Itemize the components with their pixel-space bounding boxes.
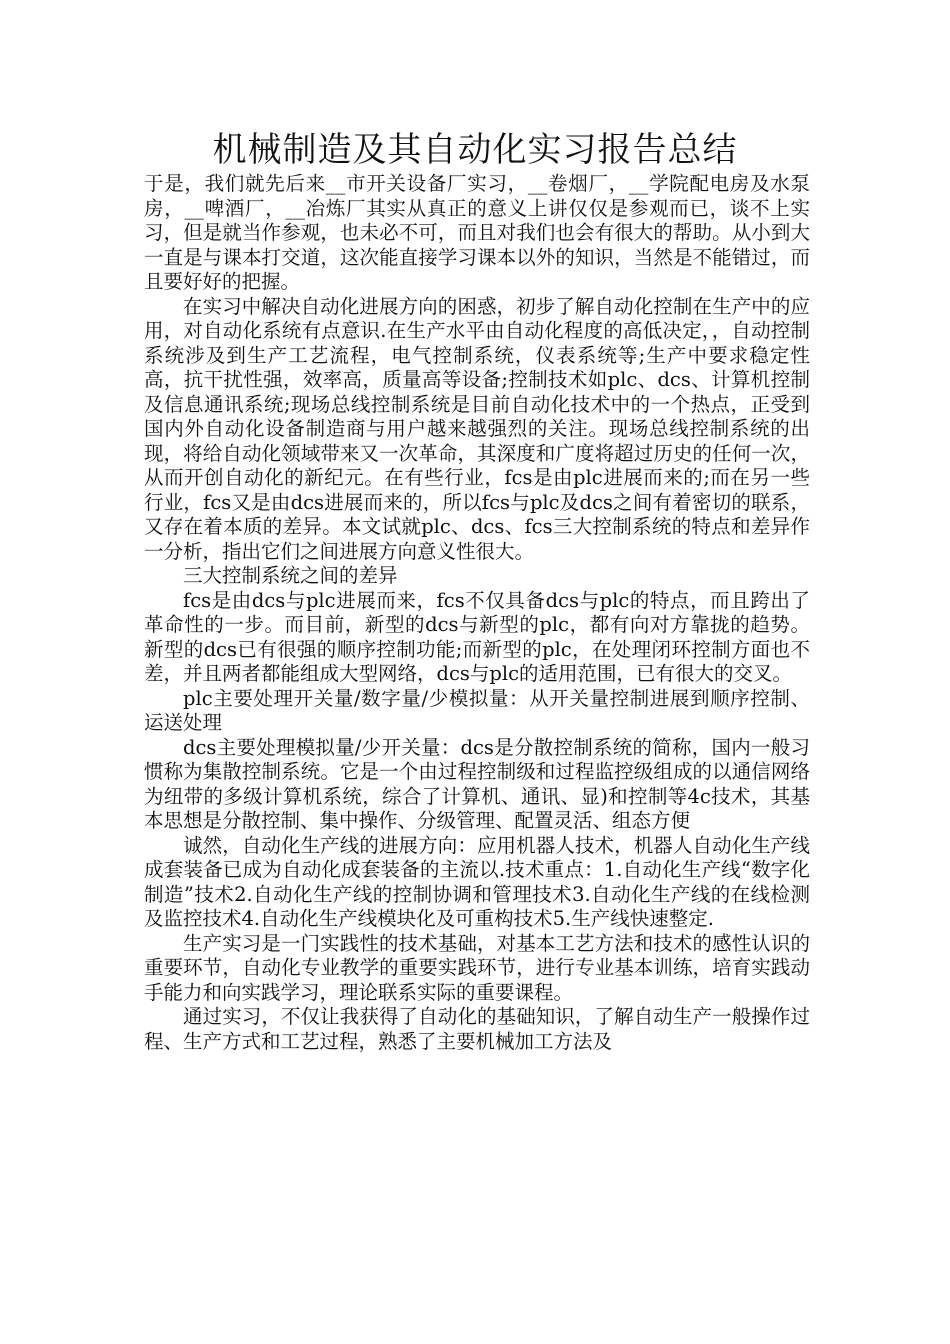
paragraph: dcs主要处理模拟量/少开关量：dcs是分散控制系统的简称，国内一般习惯称为集散控制系统。它是一个由过程控制级和过程监控级组成的以通信网络为纽带的多级计算机系统，综合了计算机、通讯、显)和控制等4c技术，其基本思想是分散控制、集中操作、分级管理、配置灵活、组态方便 bbox=[144, 735, 810, 832]
paragraph: plc主要处理开关量/数字量/少模拟量：从开关量控制进展到顺序控制、运送处理 bbox=[144, 686, 810, 734]
section-heading: 三大控制系统之间的差异 bbox=[183, 564, 398, 587]
paragraph: 诚然，自动化生产线的进展方向：应用机器人技术，机器人自动化生产线成套装备已成为自动化成套装备的主流以.技术重点：1.自动化生产线“数字化制造”技术2.自动化生产线的控制协调和管理技术3.自动化生产线的在线检测及监控技术4.自动化生产线模块化及可重构技术5.生产线快速整定. bbox=[144, 833, 810, 930]
document-title: 机械制造及其自动化实习报告总结 bbox=[212, 130, 738, 170]
paragraph: 于是，我们就先后来__市开关设备厂实习，__卷烟厂，__学院配电房及水泵房，__啤酒厂，__冶炼厂其实从真正的意义上讲仅仅是参观而已，谈不上实习，但是就当作参观，也未必不可，而且对我们也会有很大的帮助。从小到大一直是与课本打交道，这次能直接学习课本以外的知识，当然是不能错过，而且要好好的把握。 bbox=[144, 172, 810, 293]
paragraph: fcs是由dcs与plc进展而来，fcs不仅具备dcs与plc的特点，而且跨出了革命性的一步。而目前，新型的dcs与新型的plc，都有向对方靠拢的趋势。新型的dcs已有很强的顺序控制功能;而新型的plc，在处理闭环控制方面也不差，并且两者都能组成大型网络，dcs与plc的适用范围，已有很大的交叉。 bbox=[144, 588, 810, 685]
paragraph: 在实习中解决自动化进展方向的困惑，初步了解自动化控制在生产中的应用，对自动化系统有点意识.在生产水平由自动化程度的高低决定，，自动控制系统涉及到生产工艺流程，电气控制系统，仪表系统等;生产中要求稳定性高，抗干扰性强，效率高，质量高等设备;控制技术如plc、dcs、计算机控制及信息通讯系统;现场总线控制系统是目前自动化技术中的一个热点，正受到国内外自动化设备制造商与用户越来越强烈的关注。现场总线控制系统的出现，将给自动化领域带来又一次革命，其深度和广度将超过历史的任何一次，从而开创自动化的新纪元。在有些行业，fcs是由plc进展而来的;而在另一些行业，fcs又是由dcs进展而来的，所以fcs与plc及dcs之间有着密切的联系，又存在着本质的差异。本文试就plc、dcs、fcs三大控制系统的特点和差异作一分析，指出它们之间进展方向意义性很大。 bbox=[144, 294, 810, 563]
document-body bbox=[144, 172, 810, 1054]
paragraph: 生产实习是一门实践性的技术基础，对基本工艺方法和技术的感性认识的重要环节，自动化专业教学的重要实践环节，进行专业基本训练，培育实践动手能力和向实践学习，理论联系实际的重要课程。 bbox=[144, 931, 810, 1004]
paragraph: 通过实习，不仅让我获得了自动化的基础知识，了解自动生产一般操作过程、生产方式和工艺过程，熟悉了主要机械加工方法及 bbox=[144, 1005, 810, 1053]
